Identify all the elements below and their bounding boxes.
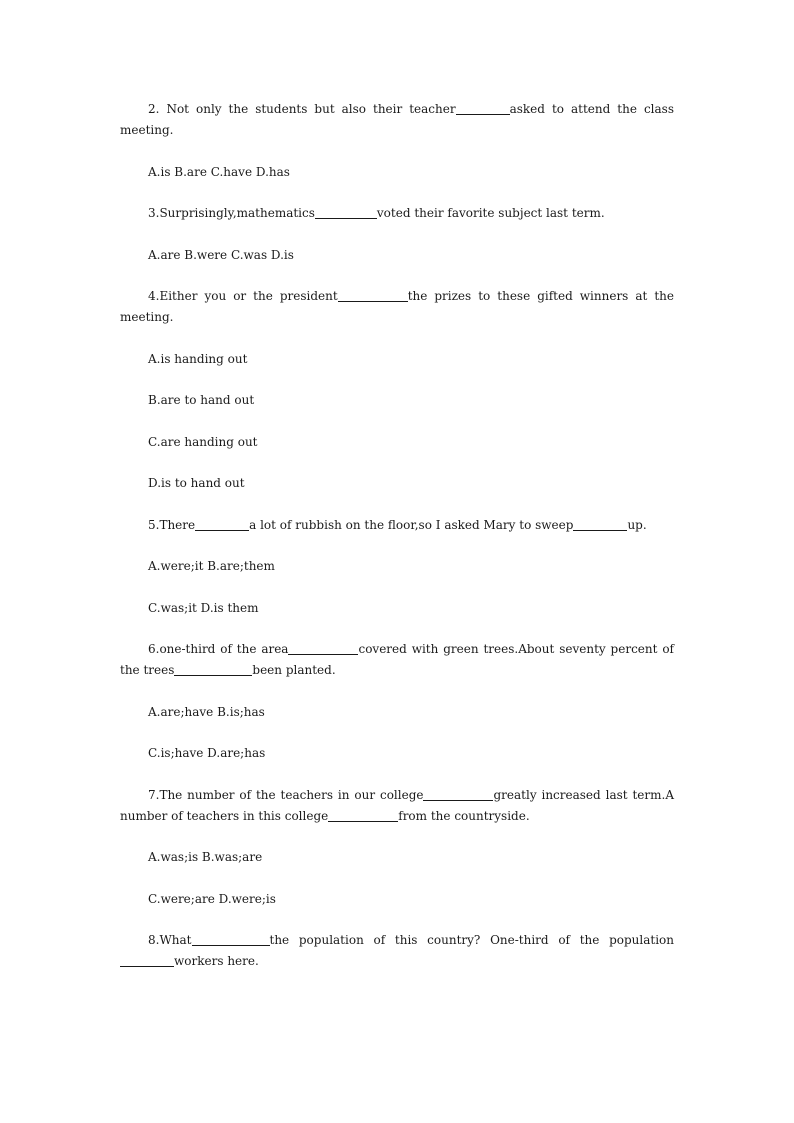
question-3-stem-part-1: 3.Surprisingly,mathematics [148, 206, 315, 220]
question-7-stem-part-1: 7.The number of the teachers in our college [148, 787, 424, 802]
answer-blank [288, 642, 358, 655]
question-6-stem [120, 639, 674, 681]
question-7-options-cd: C.were;are D.were;is [148, 891, 276, 906]
question-6-options-ab: A.are;have B.is;has [148, 704, 265, 719]
question-5-options-cd: C.was;it D.is them [148, 600, 259, 615]
answer-blank [192, 933, 270, 946]
question-6-stem-part-1: 6.one-third of the area [148, 642, 289, 656]
question-3-stem-part-2: voted their favorite subject last term. [376, 206, 605, 220]
question-5-stem [120, 515, 674, 536]
question-4-option-c: C.are handing out [148, 434, 258, 449]
question-3-stem [120, 203, 674, 224]
question-5-options-ab: A.were;it B.are;them [148, 559, 275, 573]
question-6-stem-part-2: covered with green trees.About seventy percent of the trees [120, 642, 674, 677]
question-8-stem-part-3: workers here. [174, 954, 259, 968]
question-7-options-ab: A.was;is B.was;are [148, 850, 263, 864]
question-5-stem-part-2: a lot of rubbish on the floor,so I asked Mary to sweep [249, 517, 574, 532]
question-2-stem [120, 99, 674, 141]
question-6-stem-part-3: been planted. [252, 663, 336, 677]
question-7-stem [120, 785, 674, 827]
question-6-options-cd: C.is;have D.are;has [148, 746, 266, 760]
question-4-stem-part-2: the prizes to these gifted winners at the meeting. [120, 289, 674, 324]
answer-blank [573, 518, 627, 531]
answer-blank [328, 809, 398, 822]
question-4-stem [120, 286, 674, 328]
answer-blank [174, 663, 252, 676]
question-5-stem-part-1: 5.There [148, 517, 196, 532]
question-2-stem-part-1: 2. Not only the students but also their teacher [148, 102, 456, 116]
question-2-stem-part-2: asked to attend the class meeting. [120, 102, 674, 137]
question-4-option-d: D.is to hand out [148, 476, 245, 490]
question-3-options: A.are B.were C.was D.is [148, 247, 294, 262]
answer-blank [195, 518, 249, 531]
answer-blank [456, 102, 510, 115]
question-4-option-b: B.are to hand out [148, 393, 255, 407]
answer-blank [423, 788, 493, 801]
question-7-stem-part-2: greatly increased last term.A number of teachers in this college [120, 787, 674, 823]
question-2-options: A.is B.are C.have D.has [148, 164, 290, 179]
document-page [120, 99, 674, 993]
question-8-stem-part-2: the population of this country? One-third of the population [269, 933, 674, 947]
answer-blank [338, 289, 408, 302]
question-7-stem-part-3: from the countryside. [398, 808, 530, 823]
question-4-option-a: A.is handing out [148, 351, 248, 366]
question-4-stem-part-1: 4.Either you or the president [148, 289, 338, 303]
answer-blank [315, 206, 377, 219]
question-8-stem [120, 930, 674, 972]
question-5-stem-part-3: up. [627, 517, 647, 532]
question-8-stem-part-1: 8.What [148, 933, 192, 947]
answer-blank [120, 954, 174, 967]
